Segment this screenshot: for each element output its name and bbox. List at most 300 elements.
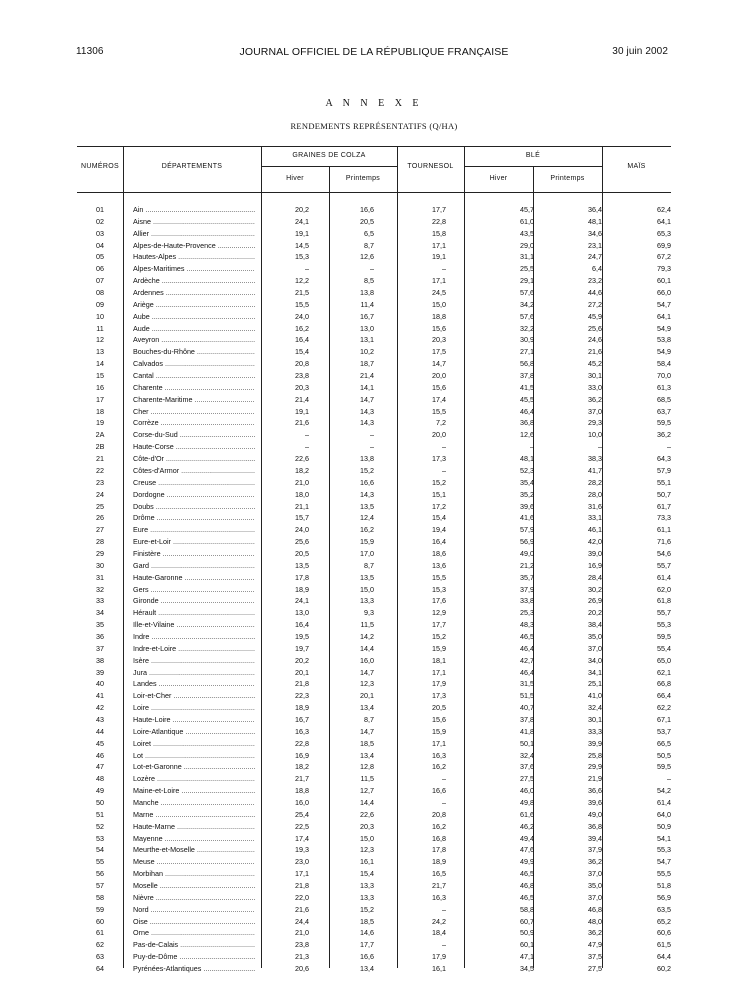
- dept-name: Cher .....: [133, 406, 255, 418]
- colza-hiver-value: 17,8: [295, 572, 309, 582]
- mais-value: 55,4: [657, 643, 671, 653]
- ble-printemps-value: 38,3: [588, 454, 602, 464]
- ble-hiver-value: 60,1: [520, 940, 534, 950]
- tournesol-value: 17,7: [432, 620, 446, 630]
- table-row: [77, 809, 671, 821]
- colza-hiver-value: –: [305, 442, 309, 452]
- colza-printemps-value: 11,5: [360, 774, 374, 784]
- ble-hiver-value: 61,6: [520, 809, 534, 819]
- ble-printemps-value: 33,1: [588, 513, 602, 523]
- mais-value: 60,6: [657, 928, 671, 938]
- ble-hiver-value: 46,5: [520, 892, 534, 902]
- tournesol-value: 20,8: [432, 809, 446, 819]
- tournesol-value: –: [442, 940, 446, 950]
- dept-number: 17: [96, 394, 104, 404]
- tournesol-value: 18,6: [432, 548, 446, 558]
- dept-name: Lozère .....: [133, 773, 255, 785]
- ble-printemps-value: 36,4: [588, 205, 602, 214]
- colza-printemps-value: 13,1: [360, 335, 374, 345]
- ble-hiver-value: 33,8: [520, 596, 534, 606]
- colza-hiver-value: 19,1: [295, 406, 309, 416]
- ble-hiver-value: 29,1: [520, 276, 534, 286]
- dept-number: 43: [96, 714, 104, 724]
- ble-printemps-value: 36,2: [588, 928, 602, 938]
- ble-printemps-value: 39,9: [588, 738, 602, 748]
- publication-date: 30 juin 2002: [612, 46, 668, 57]
- dept-name: Finistère .....: [133, 548, 255, 560]
- table-row: [77, 311, 671, 323]
- dept-number: 27: [96, 525, 104, 535]
- dept-name: Haute-Marne .....: [133, 821, 255, 833]
- colza-hiver-value: 24,4: [295, 916, 309, 926]
- dept-number: 54: [96, 845, 104, 855]
- colza-hiver-value: 21,6: [295, 904, 309, 914]
- ble-printemps-value: 37,0: [588, 643, 602, 653]
- colza-printemps-value: 14,3: [360, 406, 374, 416]
- dept-number: 53: [96, 833, 104, 843]
- ble-hiver-value: 49,0: [520, 548, 534, 558]
- colza-printemps-value: 15,0: [360, 584, 374, 594]
- ble-hiver-value: 39,6: [520, 501, 534, 511]
- colza-hiver-value: 24,1: [295, 596, 309, 606]
- ble-hiver-value: 41,6: [520, 513, 534, 523]
- table-row: [77, 394, 671, 406]
- dept-number: 45: [96, 738, 104, 748]
- ble-hiver-value: 50,9: [520, 928, 534, 938]
- colza-printemps-value: 13,5: [360, 572, 374, 582]
- colza-printemps-value: 12,6: [360, 252, 374, 262]
- colza-printemps-value: 16,2: [360, 525, 374, 535]
- table-row: [77, 916, 671, 928]
- dept-name: Manche .....: [133, 797, 255, 809]
- tournesol-value: 15,3: [432, 584, 446, 594]
- dept-name: Puy-de-Dôme .....: [133, 951, 255, 963]
- ble-printemps-value: 25,6: [588, 323, 602, 333]
- ble-hiver-value: 61,0: [520, 216, 534, 226]
- ble-hiver-value: 46,5: [520, 869, 534, 879]
- colza-printemps-value: 16,7: [360, 311, 374, 321]
- tournesol-value: 18,9: [432, 857, 446, 867]
- table-row: [77, 631, 671, 643]
- dept-name: Ardennes .....: [133, 287, 255, 299]
- table-row: [77, 477, 671, 489]
- ble-hiver-value: 25,5: [520, 264, 534, 274]
- ble-printemps-value: 37,5: [588, 952, 602, 962]
- tournesol-value: –: [442, 442, 446, 452]
- tournesol-value: 17,1: [432, 738, 446, 748]
- tournesol-value: 15,5: [432, 572, 446, 582]
- table-row: [77, 726, 671, 738]
- tournesol-value: 16,2: [432, 762, 446, 772]
- ble-hiver-value: 49,9: [520, 857, 534, 867]
- ble-printemps-value: 45,2: [588, 359, 602, 369]
- colza-hiver-value: 24,0: [295, 525, 309, 535]
- ble-printemps-value: 28,2: [588, 477, 602, 487]
- table-row: [77, 690, 671, 702]
- dept-name: Bouches-du-Rhône .....: [133, 346, 255, 358]
- table-row: [77, 619, 671, 631]
- table-row: [77, 382, 671, 394]
- dept-number: 50: [96, 798, 104, 807]
- ble-hiver-value: 47,1: [520, 952, 534, 962]
- table-row: [77, 263, 671, 275]
- ble-printemps-value: 33,3: [588, 726, 602, 736]
- dept-number: 48: [96, 774, 104, 784]
- dept-number: 2A: [95, 430, 105, 440]
- dept-number: 57: [96, 881, 104, 891]
- tournesol-value: 17,4: [432, 394, 446, 404]
- ble-hiver-value: 46,4: [520, 643, 534, 653]
- ble-hiver-value: 34,5: [520, 964, 534, 974]
- table-row: [77, 228, 671, 240]
- ble-printemps-value: 39,4: [588, 833, 602, 843]
- dept-name: Morbihan .....: [133, 868, 255, 880]
- dept-name: Pyrénées-Atlantiques .....: [133, 963, 255, 975]
- mais-value: 54,6: [657, 548, 671, 558]
- dept-number: 64: [96, 964, 104, 974]
- header-colza-hiver: Hiver: [286, 175, 304, 182]
- dept-number: 62: [96, 940, 104, 950]
- ble-printemps-value: 39,0: [588, 548, 602, 558]
- colza-hiver-value: 16,4: [295, 335, 309, 345]
- tournesol-value: 17,5: [432, 347, 446, 357]
- table-row: [77, 512, 671, 524]
- dept-name: Haute-Garonne .....: [133, 572, 255, 584]
- mais-value: 59,5: [657, 631, 671, 641]
- colza-printemps-value: 13,3: [360, 881, 374, 891]
- dept-name: Hérault .....: [133, 607, 255, 619]
- dept-name: Haute-Loire .....: [133, 714, 255, 726]
- colza-printemps-value: 15,4: [360, 869, 374, 879]
- colza-printemps-value: 13,4: [360, 703, 374, 713]
- colza-hiver-value: 24,0: [295, 311, 309, 321]
- table-row: [77, 287, 671, 299]
- tournesol-value: 15,2: [432, 477, 446, 487]
- colza-printemps-value: 6,5: [364, 228, 374, 238]
- dept-number: 61: [96, 928, 104, 938]
- mais-value: 57,9: [657, 465, 671, 475]
- tournesol-value: 17,6: [432, 596, 446, 606]
- tournesol-value: 17,9: [432, 679, 446, 689]
- dept-name: Allier .....: [133, 228, 255, 240]
- colza-printemps-value: –: [370, 442, 374, 452]
- colza-printemps-value: 12,8: [360, 762, 374, 772]
- ble-printemps-value: –: [598, 442, 602, 452]
- dept-name: Corse-du-Sud .....: [133, 429, 255, 441]
- dept-name: Mayenne .....: [133, 833, 255, 845]
- colza-hiver-value: 25,4: [295, 809, 309, 819]
- tournesol-value: 16,6: [432, 786, 446, 796]
- ble-printemps-value: 36,2: [588, 857, 602, 867]
- ble-hiver-value: 37,6: [520, 762, 534, 772]
- ble-printemps-value: 27,5: [588, 964, 602, 974]
- colza-hiver-value: 12,2: [295, 276, 309, 286]
- tournesol-value: 16,8: [432, 833, 446, 843]
- colza-hiver-value: 21,4: [295, 394, 309, 404]
- dept-number: 36: [96, 631, 104, 641]
- ble-hiver-value: 46,8: [520, 881, 534, 891]
- ble-hiver-value: 47,6: [520, 845, 534, 855]
- tournesol-value: 18,1: [432, 655, 446, 665]
- colza-printemps-value: 20,5: [360, 216, 374, 226]
- colza-printemps-value: 14,1: [360, 382, 374, 392]
- colza-printemps-value: 14,6: [360, 928, 374, 938]
- tournesol-value: 21,7: [432, 881, 446, 891]
- colza-printemps-value: 11,5: [360, 620, 374, 630]
- mais-value: 67,2: [657, 252, 671, 262]
- dept-name: Calvados .....: [133, 358, 255, 370]
- ble-printemps-value: 33,0: [588, 382, 602, 392]
- ble-printemps-value: 46,8: [588, 904, 602, 914]
- table-row: [77, 951, 671, 963]
- dept-name: Côtes-d'Armor .....: [133, 465, 255, 477]
- colza-hiver-value: 21,3: [295, 952, 309, 962]
- dept-name: Loiret .....: [133, 738, 255, 750]
- dept-number: 05: [96, 252, 104, 262]
- ble-printemps-value: 41,0: [588, 691, 602, 701]
- table-row: [77, 346, 671, 358]
- colza-hiver-value: 20,1: [295, 667, 309, 677]
- colza-printemps-value: 13,4: [360, 750, 374, 760]
- colza-hiver-value: 18,9: [295, 703, 309, 713]
- dept-number: 39: [96, 667, 104, 677]
- ble-printemps-value: 29,3: [588, 418, 602, 428]
- mais-value: 64,3: [657, 454, 671, 464]
- colza-hiver-value: 21,5: [295, 288, 309, 298]
- colza-hiver-value: 21,8: [295, 679, 309, 689]
- ble-hiver-value: 45,7: [520, 205, 534, 214]
- dept-number: 23: [96, 477, 104, 487]
- ble-printemps-value: 20,2: [588, 608, 602, 618]
- dept-name: Jura .....: [133, 667, 255, 679]
- ble-printemps-value: 25,8: [588, 750, 602, 760]
- colza-printemps-value: 17,7: [360, 940, 374, 950]
- ble-printemps-value: 30,1: [588, 371, 602, 381]
- colza-hiver-value: 21,0: [295, 928, 309, 938]
- colza-printemps-value: 15,2: [360, 465, 374, 475]
- colza-printemps-value: 21,4: [360, 371, 374, 381]
- ble-hiver-value: 46,4: [520, 406, 534, 416]
- table-row: [77, 548, 671, 560]
- colza-hiver-value: 17,4: [295, 833, 309, 843]
- mais-value: 55,3: [657, 620, 671, 630]
- mais-value: 55,1: [657, 477, 671, 487]
- table-row: [77, 524, 671, 536]
- dept-name: Cantal .....: [133, 370, 255, 382]
- mais-value: 54,9: [657, 323, 671, 333]
- table-row: [77, 216, 671, 228]
- dept-name: Gard .....: [133, 560, 255, 572]
- ble-printemps-value: 10,0: [588, 430, 602, 440]
- dept-name: Loir-et-Cher .....: [133, 690, 255, 702]
- dept-number: 49: [96, 786, 104, 796]
- mais-value: 65,0: [657, 655, 671, 665]
- colza-hiver-value: 20,5: [295, 548, 309, 558]
- ble-hiver-value: 29,0: [520, 240, 534, 250]
- mais-value: 54,7: [657, 299, 671, 309]
- dept-number: 55: [96, 857, 104, 867]
- colza-hiver-value: 16,7: [295, 714, 309, 724]
- tournesol-value: 17,8: [432, 845, 446, 855]
- mais-value: 63,5: [657, 904, 671, 914]
- dept-number: 26: [96, 513, 104, 523]
- tournesol-value: 17,1: [432, 240, 446, 250]
- page-number: 11306: [76, 46, 104, 57]
- ble-hiver-value: 43,5: [520, 228, 534, 238]
- header-colza-printemps: Printemps: [345, 175, 381, 182]
- tournesol-value: 15,0: [432, 299, 446, 309]
- colza-printemps-value: 9,3: [364, 608, 374, 618]
- dept-name: Alpes-de-Haute-Provence .....: [133, 240, 255, 252]
- tournesol-value: 16,1: [432, 964, 446, 974]
- colza-printemps-value: 13,0: [360, 323, 374, 333]
- dept-name: Landes .....: [133, 678, 255, 690]
- colza-hiver-value: 22,8: [295, 738, 309, 748]
- mais-value: 62,0: [657, 584, 671, 594]
- tournesol-value: 24,5: [432, 288, 446, 298]
- table-row: [77, 773, 671, 785]
- dept-number: 09: [96, 299, 104, 309]
- ble-hiver-value: 56,9: [520, 537, 534, 547]
- annex-title: A N N E X E: [325, 98, 423, 109]
- dept-name: Loire .....: [133, 702, 255, 714]
- ble-printemps-value: 31,6: [588, 501, 602, 511]
- ble-printemps-value: 21,6: [588, 347, 602, 357]
- colza-hiver-value: 20,2: [295, 205, 309, 214]
- ble-printemps-value: 6,4: [592, 264, 602, 274]
- tournesol-value: 16,3: [432, 750, 446, 760]
- mais-value: 61,4: [657, 798, 671, 807]
- ble-printemps-value: 36,2: [588, 394, 602, 404]
- tournesol-value: 17,3: [432, 454, 446, 464]
- mais-value: 50,5: [657, 750, 671, 760]
- ble-hiver-value: 57,9: [520, 525, 534, 535]
- tournesol-value: 20,0: [432, 371, 446, 381]
- colza-hiver-value: 21,0: [295, 477, 309, 487]
- tournesol-value: 15,9: [432, 643, 446, 653]
- colza-hiver-value: 19,5: [295, 631, 309, 641]
- table-row: [77, 678, 671, 690]
- mais-value: 59,5: [657, 418, 671, 428]
- ble-printemps-value: 21,9: [588, 774, 602, 784]
- ble-hiver-value: 42,7: [520, 655, 534, 665]
- tournesol-value: 15,5: [432, 406, 446, 416]
- dept-number: 51: [96, 809, 104, 819]
- colza-hiver-value: 19,1: [295, 228, 309, 238]
- ble-hiver-value: 12,6: [520, 430, 534, 440]
- ble-hiver-value: 46,5: [520, 631, 534, 641]
- colza-printemps-value: 22,6: [360, 809, 374, 819]
- colza-hiver-value: 17,1: [295, 869, 309, 879]
- dept-number: 60: [96, 916, 104, 926]
- table-row: [77, 702, 671, 714]
- tournesol-value: 15,4: [432, 513, 446, 523]
- ble-printemps-value: 38,4: [588, 620, 602, 630]
- dept-number: 46: [96, 750, 104, 760]
- table-row: [77, 643, 671, 655]
- mais-value: 79,3: [657, 264, 671, 274]
- dept-name: Gers .....: [133, 584, 255, 596]
- colza-printemps-value: 16,6: [360, 952, 374, 962]
- table-row: [77, 892, 671, 904]
- dept-number: 08: [96, 288, 104, 298]
- dept-number: 01: [96, 205, 104, 214]
- tournesol-value: 20,0: [432, 430, 446, 440]
- mais-value: 60,1: [657, 276, 671, 286]
- table-title: RENDEMENTS REPRÉSENTATIFS (Q/HA): [290, 121, 458, 131]
- ble-hiver-value: 46,2: [520, 821, 534, 831]
- colza-printemps-value: 14,7: [360, 726, 374, 736]
- mais-value: 51,8: [657, 881, 671, 891]
- ble-hiver-value: 36,8: [520, 418, 534, 428]
- dept-number: 28: [96, 537, 104, 547]
- colza-printemps-value: 20,3: [360, 821, 374, 831]
- mais-value: 61,8: [657, 596, 671, 606]
- colza-hiver-value: 25,6: [295, 537, 309, 547]
- table-row: [77, 358, 671, 370]
- dept-name: Drôme .....: [133, 512, 255, 524]
- colza-hiver-value: 15,7: [295, 513, 309, 523]
- tournesol-value: 15,1: [432, 489, 446, 499]
- ble-printemps-value: 48,0: [588, 916, 602, 926]
- tournesol-value: 17,2: [432, 501, 446, 511]
- ble-hiver-value: 57,6: [520, 311, 534, 321]
- dept-number: 56: [96, 869, 104, 879]
- ble-printemps-value: 34,6: [588, 228, 602, 238]
- table-row: [77, 880, 671, 892]
- colza-printemps-value: 13,8: [360, 454, 374, 464]
- dept-name: Eure .....: [133, 524, 255, 536]
- colza-hiver-value: 15,3: [295, 252, 309, 262]
- mais-value: –: [667, 442, 671, 452]
- colza-hiver-value: 18,0: [295, 489, 309, 499]
- ble-hiver-value: 40,7: [520, 703, 534, 713]
- table-row: [77, 595, 671, 607]
- colza-printemps-value: 16,6: [360, 477, 374, 487]
- ble-printemps-value: 35,0: [588, 881, 602, 891]
- dept-name: Marne .....: [133, 809, 255, 821]
- colza-hiver-value: 20,2: [295, 655, 309, 665]
- table-row: [77, 240, 671, 252]
- ble-hiver-value: 45,5: [520, 394, 534, 404]
- ble-printemps-value: 46,1: [588, 525, 602, 535]
- ble-hiver-value: 51,5: [520, 691, 534, 701]
- colza-hiver-value: 19,3: [295, 845, 309, 855]
- ble-printemps-value: 49,0: [588, 809, 602, 819]
- colza-printemps-value: 14,4: [360, 643, 374, 653]
- header-mais: MAÏS: [627, 163, 646, 170]
- colza-hiver-value: 22,3: [295, 691, 309, 701]
- mais-value: 55,5: [657, 869, 671, 879]
- colza-hiver-value: 18,2: [295, 762, 309, 772]
- ble-printemps-value: 34,0: [588, 655, 602, 665]
- dept-number: 33: [96, 596, 104, 606]
- mais-value: 61,4: [657, 572, 671, 582]
- ble-hiver-value: 48,1: [520, 454, 534, 464]
- ble-printemps-value: 27,2: [588, 299, 602, 309]
- table-row: [77, 963, 671, 975]
- tournesol-value: 22,8: [432, 216, 446, 226]
- mais-value: 54,2: [657, 786, 671, 796]
- mais-value: 73,3: [657, 513, 671, 523]
- colza-printemps-value: 13,8: [360, 288, 374, 298]
- dept-name: Moselle .....: [133, 880, 255, 892]
- dept-number: 37: [96, 643, 104, 653]
- mais-value: 64,1: [657, 311, 671, 321]
- dept-number: 14: [96, 359, 104, 369]
- mais-value: 55,7: [657, 608, 671, 618]
- mais-value: 53,7: [657, 726, 671, 736]
